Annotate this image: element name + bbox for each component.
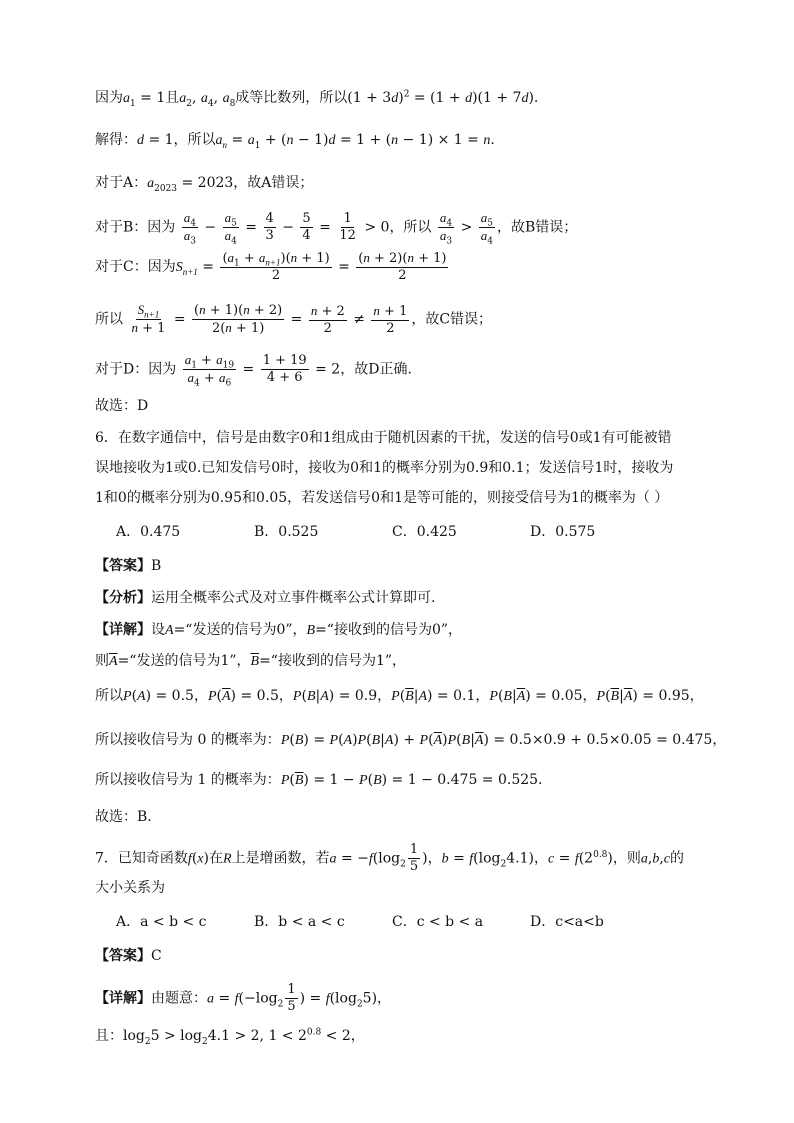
- detail-tag: 【详解】: [95, 990, 151, 1007]
- q5-line-7: 对于D：因为 $\frac{a_1 + a_{19}}{a_4 + a_6}$ = $\frac{1 + 19}{4 + 6}$ = 2，故D正确.: [95, 352, 412, 389]
- q6-answer: 【答案】B: [95, 558, 162, 574]
- q7-option-a: A．a < b < c: [116, 914, 207, 930]
- q7-stem-line-1: 7．已知奇函数f(x)在R上是增函数，若$a = -f(\log_2$ $\frac{1}{5}$ )，$b = f(\log_24.1)$，$c = f(2^{0.8})$，则a,b,c的: [95, 842, 685, 874]
- detail-tag: 【详解】: [95, 622, 151, 638]
- q6-options: [116, 522, 668, 542]
- q6-stem-line-3: 1和0的概率分别为0.95和0.05，若发送信号0和1是等可能的，则接受信号为1的概率为（ ）: [95, 490, 669, 506]
- q5-line-3: 对于A：$a_{2023} = 2023$，故A错误；: [95, 175, 314, 194]
- q6-detail-line-5: 所以接收信号为 1 的概率为：$P(\overline{B}) = 1 - P(B) = 1 - 0.475 = 0.525$.: [95, 772, 543, 788]
- q6-option-b: B．0.525: [254, 524, 319, 540]
- q6-detail-line-3: 所以P(A) = 0.5，$P(\overline{A}) = 0.5$，P(B|A) = 0.9，$P(\overline{B}|A) = 0.1$，$P(B|\overline{A}) = 0.05$，$P(\overline{B}|\overline{A}) = 0.95$，: [95, 688, 704, 704]
- q7-stem-line-2: 大小关系为: [95, 880, 165, 896]
- q7-detail-line-1: 【详解】由题意：$a = f(-\log_2$ $\frac{1}{5}$ ) = $f(\log_25)$，: [95, 982, 392, 1014]
- q6-choice: 故选：B.: [95, 809, 152, 825]
- q5-line-6: 所以 $\frac{S_{n+1}}{n + 1}$ = $\frac{(n + 1)(n + 2)}{2(n + 1)}$ = $\frac{n + 2}{2}$ ≠ $\frac{n + 1}{2}$ ，故C错误；: [95, 302, 493, 336]
- q5-line-1: 因为$a_1 = 1$且$a_2$, $a_4$, $a_8$成等比数列，所以$(1 + 3d)^2 = (1 + d)(1 + 7d)$.: [95, 89, 539, 109]
- q7-answer: 【答案】C: [95, 948, 162, 964]
- q6-detail-line-4: 所以接收信号为 0 的概率为：$P(B) = P(A)P(B|A) + P(\overline{A})P(B|\overline{A}) = 0.5\times 0.9 + 0.5\times 0.05 = 0.475$，: [95, 732, 727, 748]
- q7-option-c: C．c < b < a: [392, 914, 484, 930]
- q7-detail-line-2: 且：$\log_25 > \log_24.1 > 2$, $1 < 2^{0.8} < 2$，: [95, 1027, 365, 1047]
- q6-option-c: C．0.425: [392, 524, 457, 540]
- q7-option-b: B．b < a < c: [254, 914, 345, 930]
- q5-choice: 故选：D: [95, 398, 149, 414]
- q6-detail-line-2: 则$\overline{A}=“$发送的信号为1”，$\overline{B}=“$接收到的信号为1”，: [95, 653, 407, 669]
- q6-stem-line-1: 6．在数字通信中，信号是由数字0和1组成由于随机因素的干扰，发送的信号0或1有可能被错: [95, 430, 672, 446]
- q7-option-d: D．c<a<b: [530, 914, 604, 930]
- q5-line-2: 解得：d = 1，所以$a_n = a_1 + (n - 1)d = 1 + (n - 1) \times 1 = n$.: [95, 132, 495, 151]
- q7-options: [116, 912, 668, 932]
- q5-line-4: 对于B：因为 $\frac{a_4}{a_3}$ − $\frac{a_5}{a_4}$ = $\frac{4}{3}$ − $\frac{5}{4}$ = $\frac{1}{12}$ > 0，所以 $\frac{a_4}{a_3}$ > $\frac{a_5}{a_4}$ ，故B错误；: [95, 210, 578, 247]
- q6-detail-line-1: 【详解】设A=“发送的信号为0”，B=“接收到的信号为0”，: [95, 622, 463, 638]
- analysis-tag: 【分析】: [95, 590, 151, 606]
- answer-tag: 【答案】: [95, 558, 151, 574]
- q6-stem-line-2: 误地接收为1或0.已知发信号0时，接收为0和1的概率分别为0.9和0.1；发送信号1时，接收为: [95, 460, 674, 476]
- q6-option-d: D．0.575: [530, 524, 596, 540]
- q6-analysis: 【分析】运用全概率公式及对立事件概率公式计算即可.: [95, 590, 436, 606]
- q5-line-5: 对于C：因为$S_{n+1}$ = $\frac{(a_1 + a_{n+1})(n + 1)}{2}$ = $\frac{(n + 2)(n + 1)}{2}$: [95, 250, 447, 283]
- answer-tag: 【答案】: [95, 948, 151, 964]
- q6-option-a: A．0.475: [116, 524, 181, 540]
